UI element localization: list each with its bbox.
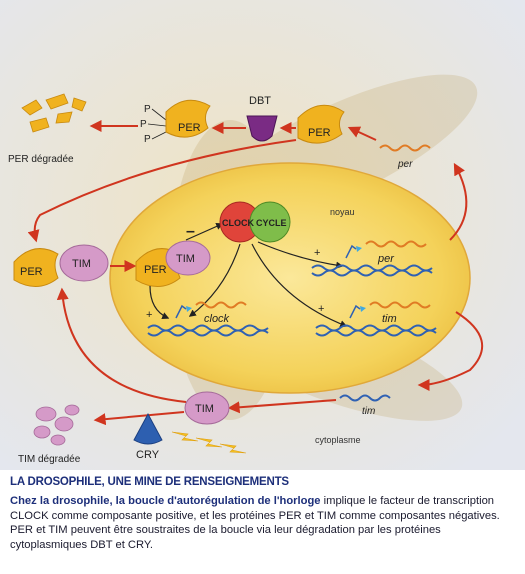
svg-text:TIM: TIM [176,253,195,265]
tim-protein-cyto [185,392,229,424]
minus-sign: – [186,223,195,240]
tim-plus: + [318,303,325,315]
svg-text:P: P [140,119,147,130]
svg-text:PER: PER [144,264,167,276]
svg-text:PER: PER [20,266,43,278]
clock-label: CLOCK [222,218,254,228]
per-gene-label: per [378,253,394,265]
cytoplasm-label: cytoplasme [315,435,361,445]
caption-title: LA DROSOPHILE, UNE MINE DE RENSEIGNEMENTS [10,476,289,488]
tim-degraded-label: TIM dégradée [18,454,81,465]
nucleus-label: noyau [330,207,355,217]
per-degraded-label: PER dégradée [8,154,74,165]
per-mrna-top-label: per [398,159,413,170]
svg-text:PER: PER [308,127,331,139]
svg-text:TIM: TIM [195,403,214,415]
clock-plus: + [146,309,153,321]
caption-text [10,494,520,552]
cry-label: CRY [136,449,160,461]
svg-text:P: P [144,134,151,145]
clock-gene-label: clock [204,313,230,325]
per-plus: + [314,247,321,259]
svg-text:TIM: TIM [72,258,91,270]
dbt-label: DBT [249,95,271,107]
caption-lead: Chez la drosophile, la boucle d'autorégulation de l'horloge [10,495,321,507]
svg-text:PER: PER [178,122,201,134]
svg-text:P: P [144,104,151,115]
tim-gene-label: tim [382,313,397,325]
caption-body: implique le facteur de transcription CLOCK comme composante positive, et les protéines PER et TIM comme composantes négatives. PER et TIM peuvent être soustraites de la boucle via leur dégradation par les protéines cytoplasmiques DBT et CRY. [10,495,500,551]
tim-mrna-cyto-label: tim [362,406,376,417]
cycle-label: CYCLE [256,218,287,228]
